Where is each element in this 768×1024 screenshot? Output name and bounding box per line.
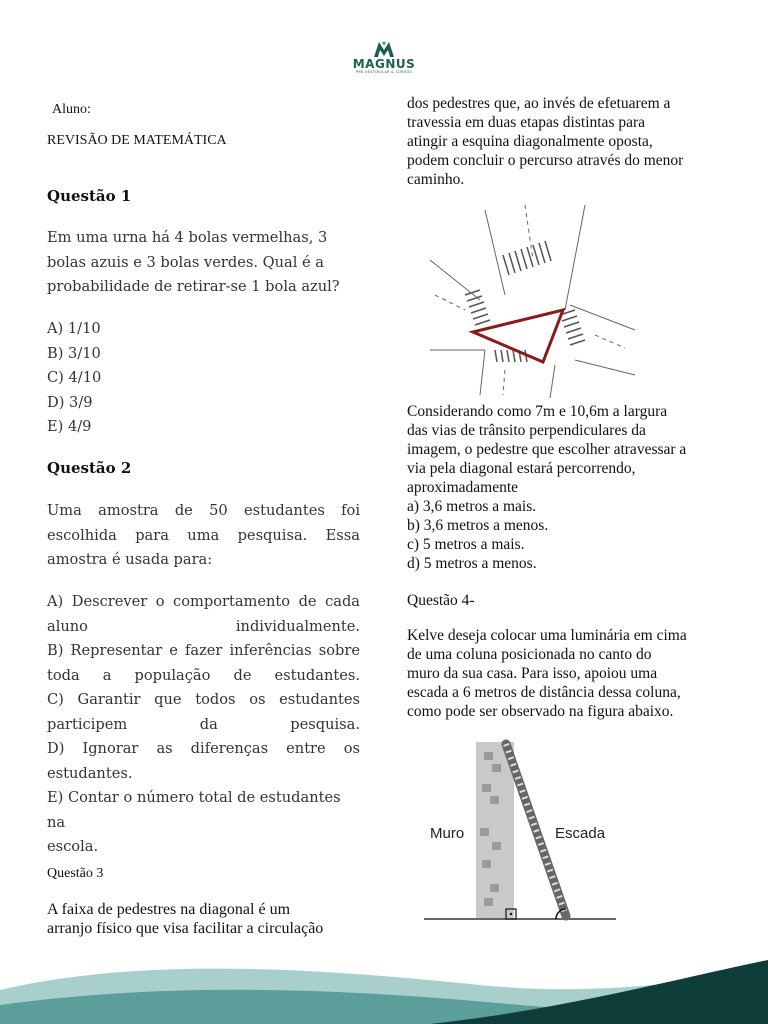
option-d: D) 3/9	[47, 393, 93, 411]
question-4-title: Questão 4-	[407, 592, 475, 609]
logo-name: MAGNUS	[352, 57, 416, 71]
option-c: c) 5 metros a mais.	[407, 536, 525, 553]
question-2-options: A) Descrever o comportamento de cada aluno individualmente. B) Representar e fazer inferências sobre toda a população de estudantes. C) Garantir que todos os estudantes participem da pesquisa. D) Ignorar as diferenças entre os estudantes. E) Contar o número total de estudantes na escola.	[47, 593, 360, 855]
option-a: A) 1/10	[47, 320, 101, 337]
option-b: b) 3,6 metros a menos.	[407, 517, 549, 534]
question-3-continuation: dos pedestres que, ao invés de efetuarem a travessia em duas etapas distintas para atingir a esquina diagonalmente oposta, podem concluir o percurso através do menor caminho.	[407, 95, 684, 188]
option-d: d) 5 metros a menos.	[407, 555, 537, 572]
logo-tagline: PRÉ-VESTIBULAR & CURSOS	[355, 70, 413, 74]
logo	[348, 40, 420, 76]
footer-wave-decoration	[0, 960, 768, 1024]
question-3-question: Considerando como 7m e 10,6m a largura das vias de trânsito perpendiculares da imagem, o pedestre que escolher atravessar a via pela diagonal estará percorrendo, aproximadamente a) 3,6 metros a mais. b) 3,6 metros a menos. c) 5 metros a mais. d) 5 metros a menos.	[407, 402, 737, 573]
question-1-options	[47, 317, 247, 440]
diagonal-path	[473, 310, 563, 362]
ladder-label: Escada	[555, 825, 606, 842]
question-3-title: Questão 3	[47, 866, 104, 881]
question-2-title: Questão 2	[47, 459, 132, 477]
question-2-statement: Uma amostra de 50 estudantes foi escolhida para uma pesquisa. Essa amostra é usada para:	[47, 502, 360, 568]
crosswalk-figure	[425, 200, 640, 400]
document-title: REVISÃO DE MATEMÁTICA	[47, 133, 227, 148]
option-b: B) 3/10	[47, 344, 101, 362]
option-c: C) 4/10	[47, 369, 102, 386]
question-3-intro: A faixa de pedestres na diagonal é um arranjo físico que visa facilitar a circulação	[47, 901, 324, 937]
logo-mark-icon	[372, 40, 396, 58]
option-a: a) 3,6 metros a mais.	[407, 498, 537, 515]
question-1-title: Questão 1	[47, 187, 132, 205]
wall-label: Muro	[430, 825, 465, 842]
option-e: E) 4/9	[47, 418, 92, 435]
question-4-statement: Kelve deseja colocar uma luminária em cima de uma coluna posicionada no canto do muro da sua casa. Para isso, apoiou uma escada a 6 metros de distância dessa coluna, como pode ser observado na figura abaixo.	[407, 627, 687, 720]
question-1-statement: Em uma urna há 4 bolas vermelhas, 3 bolas azuis e 3 bolas verdes. Qual é a probabilidade de retirar-se 1 bola azul?	[47, 229, 340, 295]
student-label: Aluno:	[52, 102, 91, 117]
